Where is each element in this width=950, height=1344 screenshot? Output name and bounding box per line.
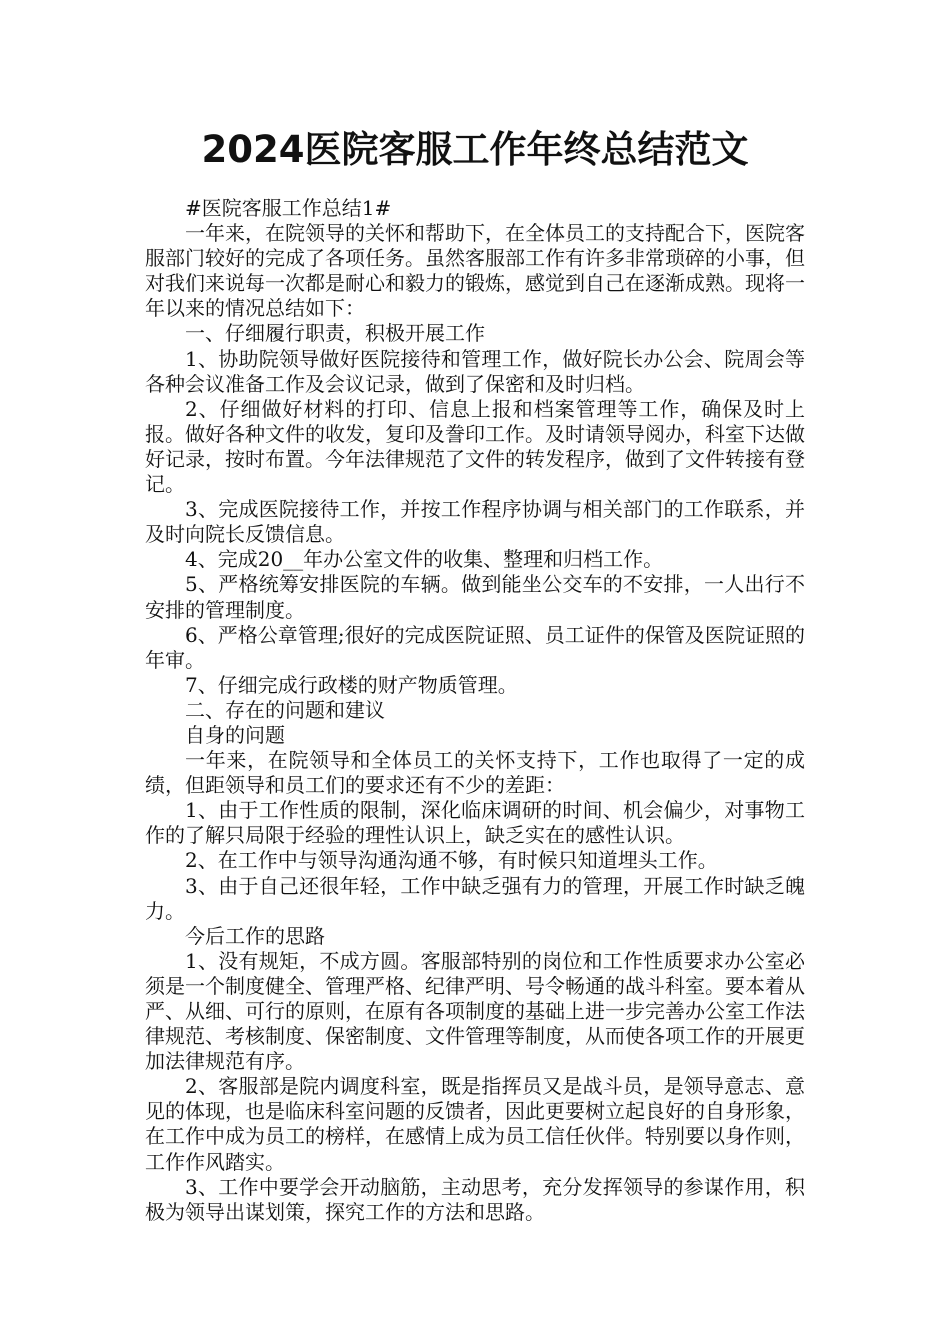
paragraph: 一年来，在院领导的关怀和帮助下，在全体员工的支持配合下，医院客服部门较好的完成了各项任务。虽然客服部工作有许多非常琐碎的小事，但对我们来说每一次都是耐心和毅力的锻炼，感觉到自己在逐渐成熟。现将一年以来的情况总结如下：: [145, 221, 805, 321]
document-title: 2024医院客服工作年终总结范文: [201, 128, 749, 171]
list-item: 2、在工作中与领导沟通沟通不够，有时候只知道埋头工作。: [185, 848, 718, 873]
list-item: 1、没有规矩，不成方圆。客服部特别的岗位和工作性质要求办公室必须是一个制度健全、管理严格、纪律严明、号令畅通的战斗科室。要本着从严、从细、可行的原则，在原有各项制度的基础上进一步完善办公室工作法律规范、考核制度、保密制度、文件管理等制度，从而使各项工作的开展更加法律规范有序。: [145, 948, 805, 1074]
paragraph: 一年来，在院领导和全体员工的关怀支持下，工作也取得了一定的成绩，但距领导和员工们的要求还有不少的差距：: [145, 748, 805, 798]
list-item: 3、由于自己还很年轻，工作中缺乏强有力的管理，开展工作时缺乏魄力。: [145, 873, 805, 923]
document-body: [145, 196, 805, 1225]
list-item: 7、仔细完成行政楼的财产物质管理。: [185, 672, 518, 697]
section-heading: 二、存在的问题和建议: [185, 697, 385, 722]
list-item: 3、完成医院接待工作，并按工作程序协调与相关部门的工作联系，并及时向院长反馈信息。: [145, 497, 805, 547]
section-heading: 一、仔细履行职责，积极开展工作: [185, 321, 485, 346]
list-item: 2、客服部是院内调度科室，既是指挥员又是战斗员，是领导意志、意见的体现，也是临床科室问题的反馈者，因此更要树立起良好的自身形象，在工作中成为员工的榜样，在感情上成为员工信任伙伴。特别要以身作则，工作作风踏实。: [145, 1074, 805, 1174]
list-item: 2、仔细做好材料的打印、信息上报和档案管理等工作，确保及时上报。做好各种文件的收发，复印及誊印工作。及时请领导阅办，科室下达做好记录，按时布置。今年法律规范了文件的转发程序，做到了文件转接有登记。: [145, 396, 805, 497]
subsection-heading: 自身的问题: [185, 722, 285, 747]
list-item: 3、工作中要学会开动脑筋，主动思考，充分发挥领导的参谋作用，积极为领导出谋划策，探究工作的方法和思路。: [145, 1174, 805, 1224]
list-item: 1、由于工作性质的限制，深化临床调研的时间、机会偏少，对事物工作的了解只局限于经验的理性认识上，缺乏实在的感性认识。: [145, 798, 805, 848]
list-item: 4、完成20__年办公室文件的收集、整理和归档工作。: [185, 547, 664, 572]
list-item: 1、协助院领导做好医院接待和管理工作，做好院长办公会、院周会等各种会议准备工作及会议记录，做到了保密和及时归档。: [145, 346, 805, 396]
list-item: 6、严格公章管理;很好的完成医院证照、员工证件的保管及医院证照的年审。: [145, 622, 805, 672]
subsection-heading: 今后工作的思路: [185, 923, 325, 948]
list-item: 5、严格统筹安排医院的车辆。做到能坐公交车的不安排，一人出行不安排的管理制度。: [145, 572, 805, 622]
section-heading: #医院客服工作总结1#: [185, 196, 392, 220]
